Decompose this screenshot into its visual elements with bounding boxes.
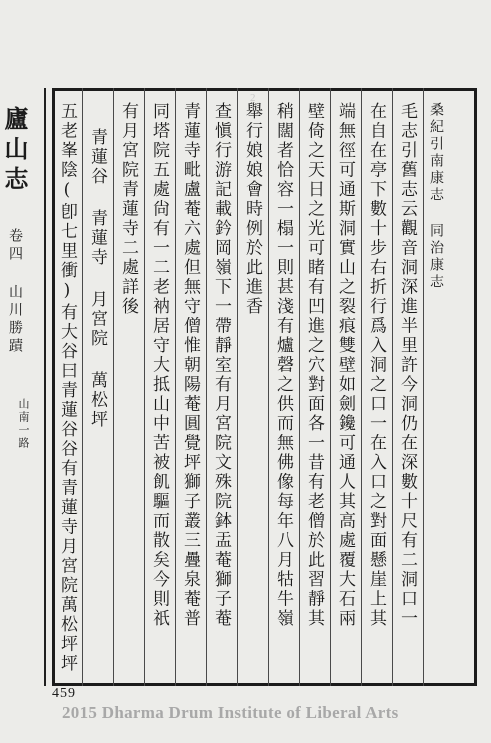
column-divider [423,88,424,686]
frame-right-rule [474,88,477,686]
text-column-1: 桑紀引南康志 同治康志 [428,102,444,291]
column-divider [144,88,145,686]
text-column-13: 五老峯陰(卽七里衝)有大谷曰青蓮谷谷有青蓮寺月宮院萬松坪坪 [57,102,77,674]
text-column-9: 青蓮寺毗盧菴六處但無守僧惟朝陽菴圓覺坪獅子叢三疊泉菴普 [180,102,200,629]
text-column-7: 舉行娘娘會時例於此進香 [242,102,262,317]
spine-rule [44,88,46,686]
column-divider [206,88,207,686]
text-column-3: 在自在亭下數十步右折行爲入洞之口一在入口之對面懸崖上其 [366,102,386,629]
text-column-4: 端無徑可通斯洞實山之裂痕雙壁如劍鑱可通人其高處覆大石兩 [335,102,355,629]
spine-section: 卷四 山川勝蹟 [7,228,23,356]
text-column-10: 同塔院五處尙有一二老衲居守大抵山中苦被飢驅而散矣今則祇 [149,102,169,629]
text-column-2: 毛志引舊志云觀音洞深進半里許今洞仍在深數十尺有二洞口一 [397,102,417,629]
column-divider [361,88,362,686]
margin-note: 山南一路 [17,398,30,450]
column-divider [175,88,176,686]
column-divider [237,88,238,686]
spine-title: 廬山志 [0,106,29,196]
column-divider [299,88,300,686]
frame-top-rule [52,88,477,91]
watermark: 2015 Dharma Drum Institute of Liberal Arts [62,703,399,722]
frame-bottom-rule [52,683,477,686]
text-column-6: 稍闊者恰容一榻一則甚淺有爐磬之供而無佛像每年八月牯牛嶺 [273,102,293,629]
column-divider [392,88,393,686]
spine-margin [0,88,52,686]
column-divider [113,88,114,686]
text-frame [52,88,477,686]
text-column-11: 有月宮院青蓮寺二處詳後 [118,102,138,317]
faint-stamp: 2 [250,92,256,104]
text-column-5: 壁倚之天日之光可睹有凹進之穴對面各一昔有老僧於此習靜其 [304,102,324,629]
text-column-8: 查愼行游記載鈐岡嶺下一帶靜室有月宮院文殊院鉢盂菴獅子菴 [211,102,231,629]
frame-left-rule [52,88,55,686]
text-column-12-heading: 青蓮谷 青蓮寺 月宮院 萬松坪 [87,128,107,430]
column-divider [330,88,331,686]
page-number: 459 [52,686,76,701]
column-divider [268,88,269,686]
column-divider [82,88,83,686]
